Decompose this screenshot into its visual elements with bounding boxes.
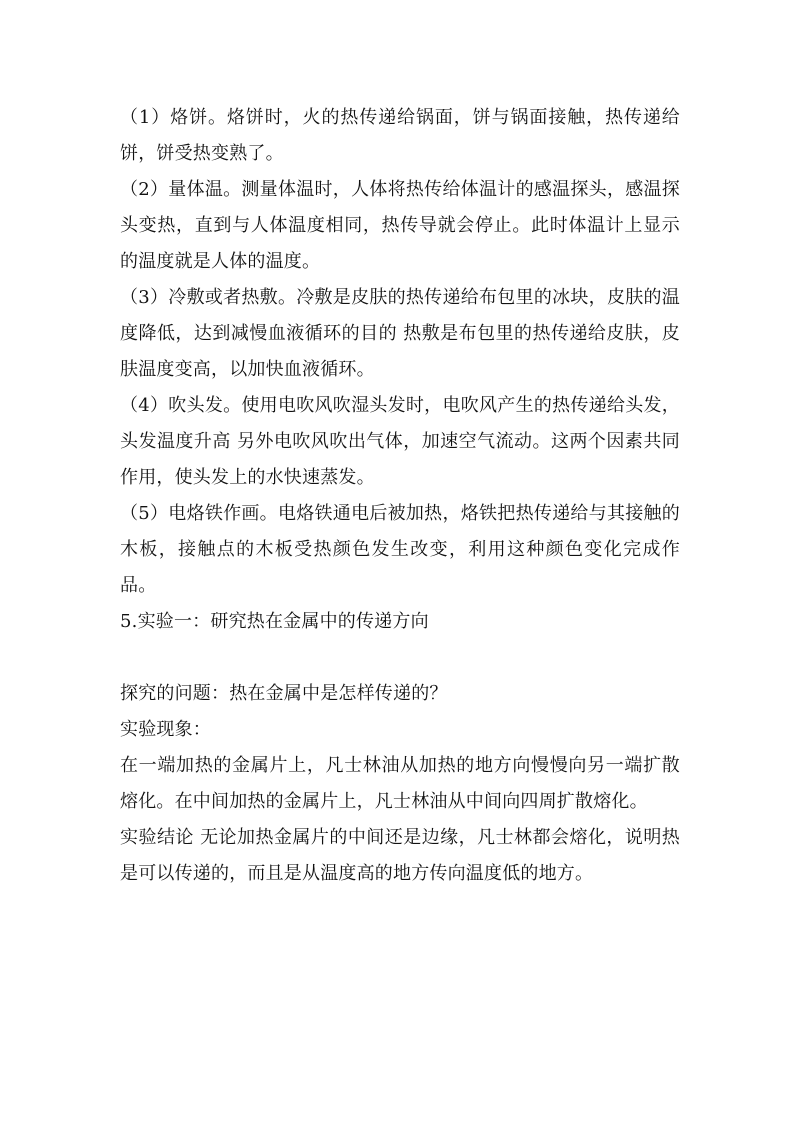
paragraph-phenomenon-label: 实验现象： (120, 719, 211, 740)
document-body (120, 100, 680, 892)
paragraph-baking-pancake: （1）烙饼。烙饼时，火的热传递给锅面，饼与锅面接触，热传递给饼，饼受热变熟了。 (120, 107, 680, 164)
paragraph-hair-drying: （4）吹头发。使用电吹风吹湿头发时，电吹风产生的热传递给头发，头发温度升高 另外电吹风吹出气体，加速空气流动。这两个因素共同作用，使头发上的水快速蒸发。 (120, 395, 680, 488)
blank-line (120, 640, 680, 676)
paragraph-conclusion: 实验结论 无论加热金属片的中间还是边缘，凡士林都会熔化，说明热是可以传递的，而且是从温度高的地方传向温度低的地方。 (120, 827, 680, 884)
paragraph-phenomenon-description: 在一端加热的金属片上，凡士林油从加热的地方向慢慢向另一端扩散熔化。在中间加热的金属片上，凡士林油从中间向四周扩散熔化。 (120, 755, 680, 812)
paragraph-cold-hot-compress: （3）冷敷或者热敷。冷敷是皮肤的热传递给布包里的冰块，皮肤的温度降低，达到减慢血液循环的目的 热敷是布包里的热传递给皮肤，皮肤温度变高，以加快血液循环。 (120, 287, 680, 380)
paragraph-research-question: 探究的问题：热在金属中是怎样传递的？ (120, 683, 448, 704)
paragraph-body-temperature: （2）量体温。测量体温时，人体将热传给体温计的感温探头，感温探头变热，直到与人体温度相同，热传导就会停止。此时体温计上显示的温度就是人体的温度。 (120, 179, 680, 272)
section-heading-experiment-one: 5.实验一：研究热在金属中的传递方向 (120, 611, 429, 632)
paragraph-pyrography: （5）电烙铁作画。电烙铁通电后被加热，烙铁把热传递给与其接触的木板，接触点的木板受热颜色发生改变，利用这种颜色变化完成作品。 (120, 503, 680, 596)
